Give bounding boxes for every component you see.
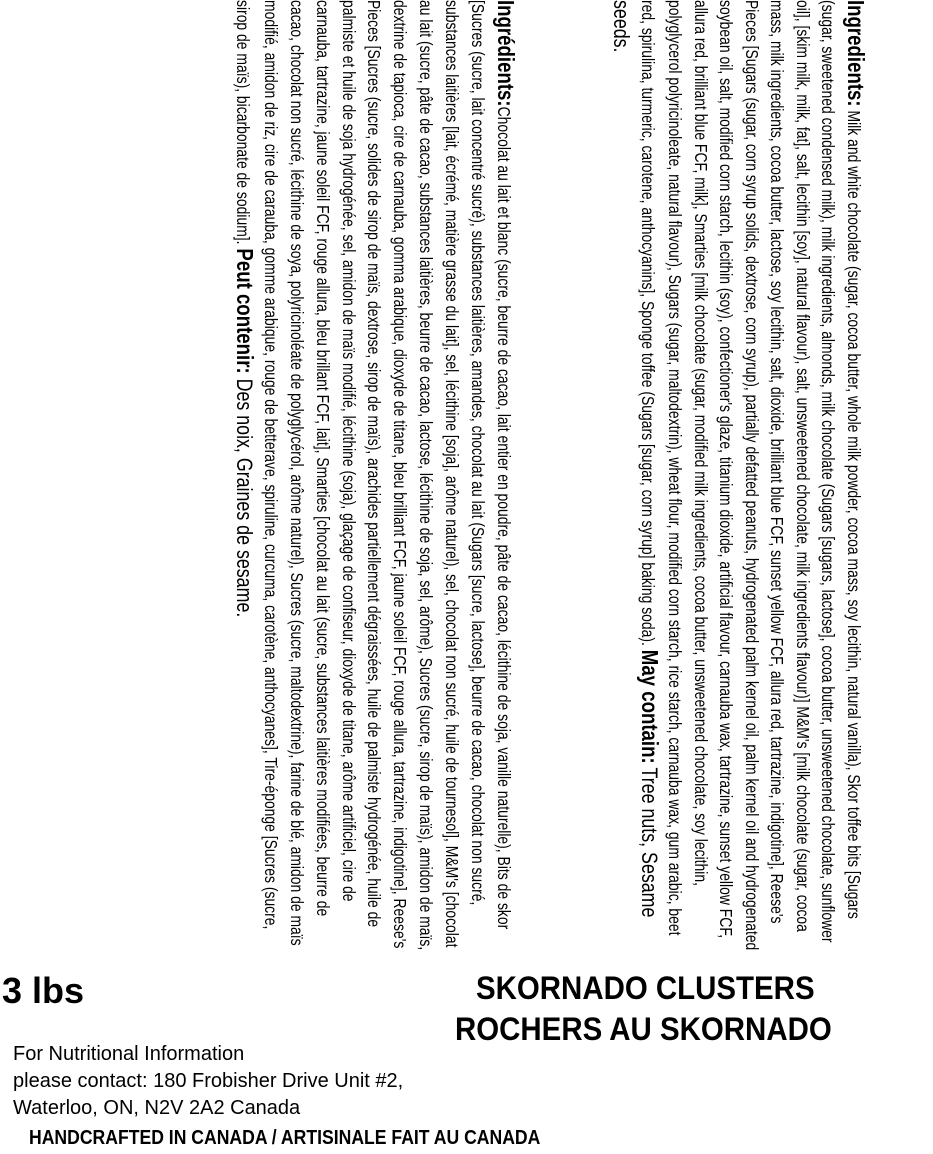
origin-statement: HANDCRAFTED IN CANADA / ARTISINALE FAIT AU CANADA — [29, 1127, 541, 1149]
ingredients-text-fr: Chocolat au lait et blanc (sucre, beurre de cacao, lait entier en poudre, pâte de cacao, lécithine de soja, vanille naturelle), Bits de skor [Sucres (sucre, lait concentré sucré), substances laitières, amandes, chocolat au lait (Sugars [sucre, lactose], beurre de cacao, chocolat non sucré, substances laitières [lait, écrémé, matière grasse du lait], sel, lécithine [soja], arôme naturel), sel, chocolat non sucré, huile de tournesol], M&M's [chocolat au lait (sucre, pâte de cacao, substances laitières, beurre de cacao, lactose, lécithine de soja, sel, arôme), Sucres (sucre, sirop de maïs), amidon de maïs, dextrine de tapioca, cire de carnauba, gomma arabique, dioxyde de titane, bleu brilliant FCF, jaune soleil FCF, rouge allura, tartrazine, indigotine], Reese's Pieces [Sucres (sucre, solides de sirop de maïs, dextrose, sirop de maïs), arachides partiellement dégraissées, huile de palmiste hydrogénée, huile de palmiste et huile de soja hydrogénée, sel, amidon de maïs modifié, lécithine (soja), glaçage de confiseur, dioxyde de titane, arôme artificiel, cire de carnauba, tartrazine, jaune soleil FCF, rouge allura, bleu brillant FCF, lait], Smarties [chocolat au lait (sucre, substances laitières modifiées, beurre de cacao, chocolat non sucré, lécithine de soya, polyricinoléate de polyglycérol, arôme naturel), Sucres (sucre, maltodextrine), farine de blé, amidon de maïs modifié, amidon de riz, cire de carauba, gomme arabique, rouge de betterave, spiruline, curcuma, carotène, anthocyanes], Tire-éponge [Sucres (sucre, sirop de maïs), bicarbonate de sodium]. — [232, 0, 514, 951]
product-name-fr: ROCHERS AU SKORNADO — [455, 1011, 832, 1047]
ingredients-heading-fr: Ingrédients: — [493, 0, 519, 107]
contact-info — [13, 1041, 403, 1122]
contact-line-3: Waterloo, ON, N2V 2A2 Canada — [13, 1097, 301, 1119]
ingredients-text-en: Milk and white chocolate (sugar, cocoa butter, whole milk powder, cocoa mass, soy lecithin, natural vanilla), Skor toffee bits [Sugars (sugar, sweetened condensed milk), milk ingredients, almonds, milk chocolate (Sugars [sugars, lactose], cocoa butter, unsweetened chocolate, sunflower oil], [skim milk, milk, fat], salt, lecithin [soy], natural flavour), salt, unsweetened chocolate, milk ingredients flavour)] M&M's [milk chocolate (sugar, cocoa mass, milk ingredients, cocoa butter, lactose, soy lecithin, salt, dioxide, brilliant blue FCF, sunset yellow FCF, allura red, tartrazine, indigotine], Reese's Pieces [Sugars (sugar, corn syrup solids, dextrose, corn syrup), partially defatted peanuts, hydrogenated palm kernel oil, palm kernel oil and hydrogenated soybean oil, salt, modified corn starch, lecithin (soy), confectioner's glaze, titanium dioxide, artificial flavour, carnauba wax, tartrazine, sunset yellow FCF, allura red, brilliant blue FCF, milk], Smarties [milk chocolate (sugar, modified milk ingredients, cocoa butter, unsweetened chocolate, soy lecithin, polyglycerol polyricinoleate, natural flavour), Sugars (sugar, maltodextrin), wheat flour, modified corn starch, rice starch, carnauba wax, gum arabic, beet red, spirulina, turmeric, carotene, anthocyanins], Sponge toffee (Sugars [sugar, corn syrup] baking soda). — [638, 0, 864, 951]
ingredients-french — [229, 0, 518, 956]
contact-line-2: please contact: 180 Frobisher Drive Unit #2, — [13, 1070, 404, 1092]
ingredients-heading-en: Ingredients: — [843, 0, 869, 107]
may-contain-text-en: Tree nuts, Sesame seeds. — [609, 0, 662, 918]
may-contain-label-en: May contain: — [637, 649, 663, 764]
net-weight: 3 lbs — [2, 970, 85, 1011]
product-name-en: SKORNADO CLUSTERS — [476, 970, 815, 1006]
ingredients-english — [607, 0, 868, 956]
may-contain-text-fr: Des noix, Graines de sesame. — [231, 373, 257, 618]
may-contain-label-fr: Peut contenir: — [231, 248, 258, 374]
contact-line-1: For Nutritional Information — [13, 1043, 245, 1065]
